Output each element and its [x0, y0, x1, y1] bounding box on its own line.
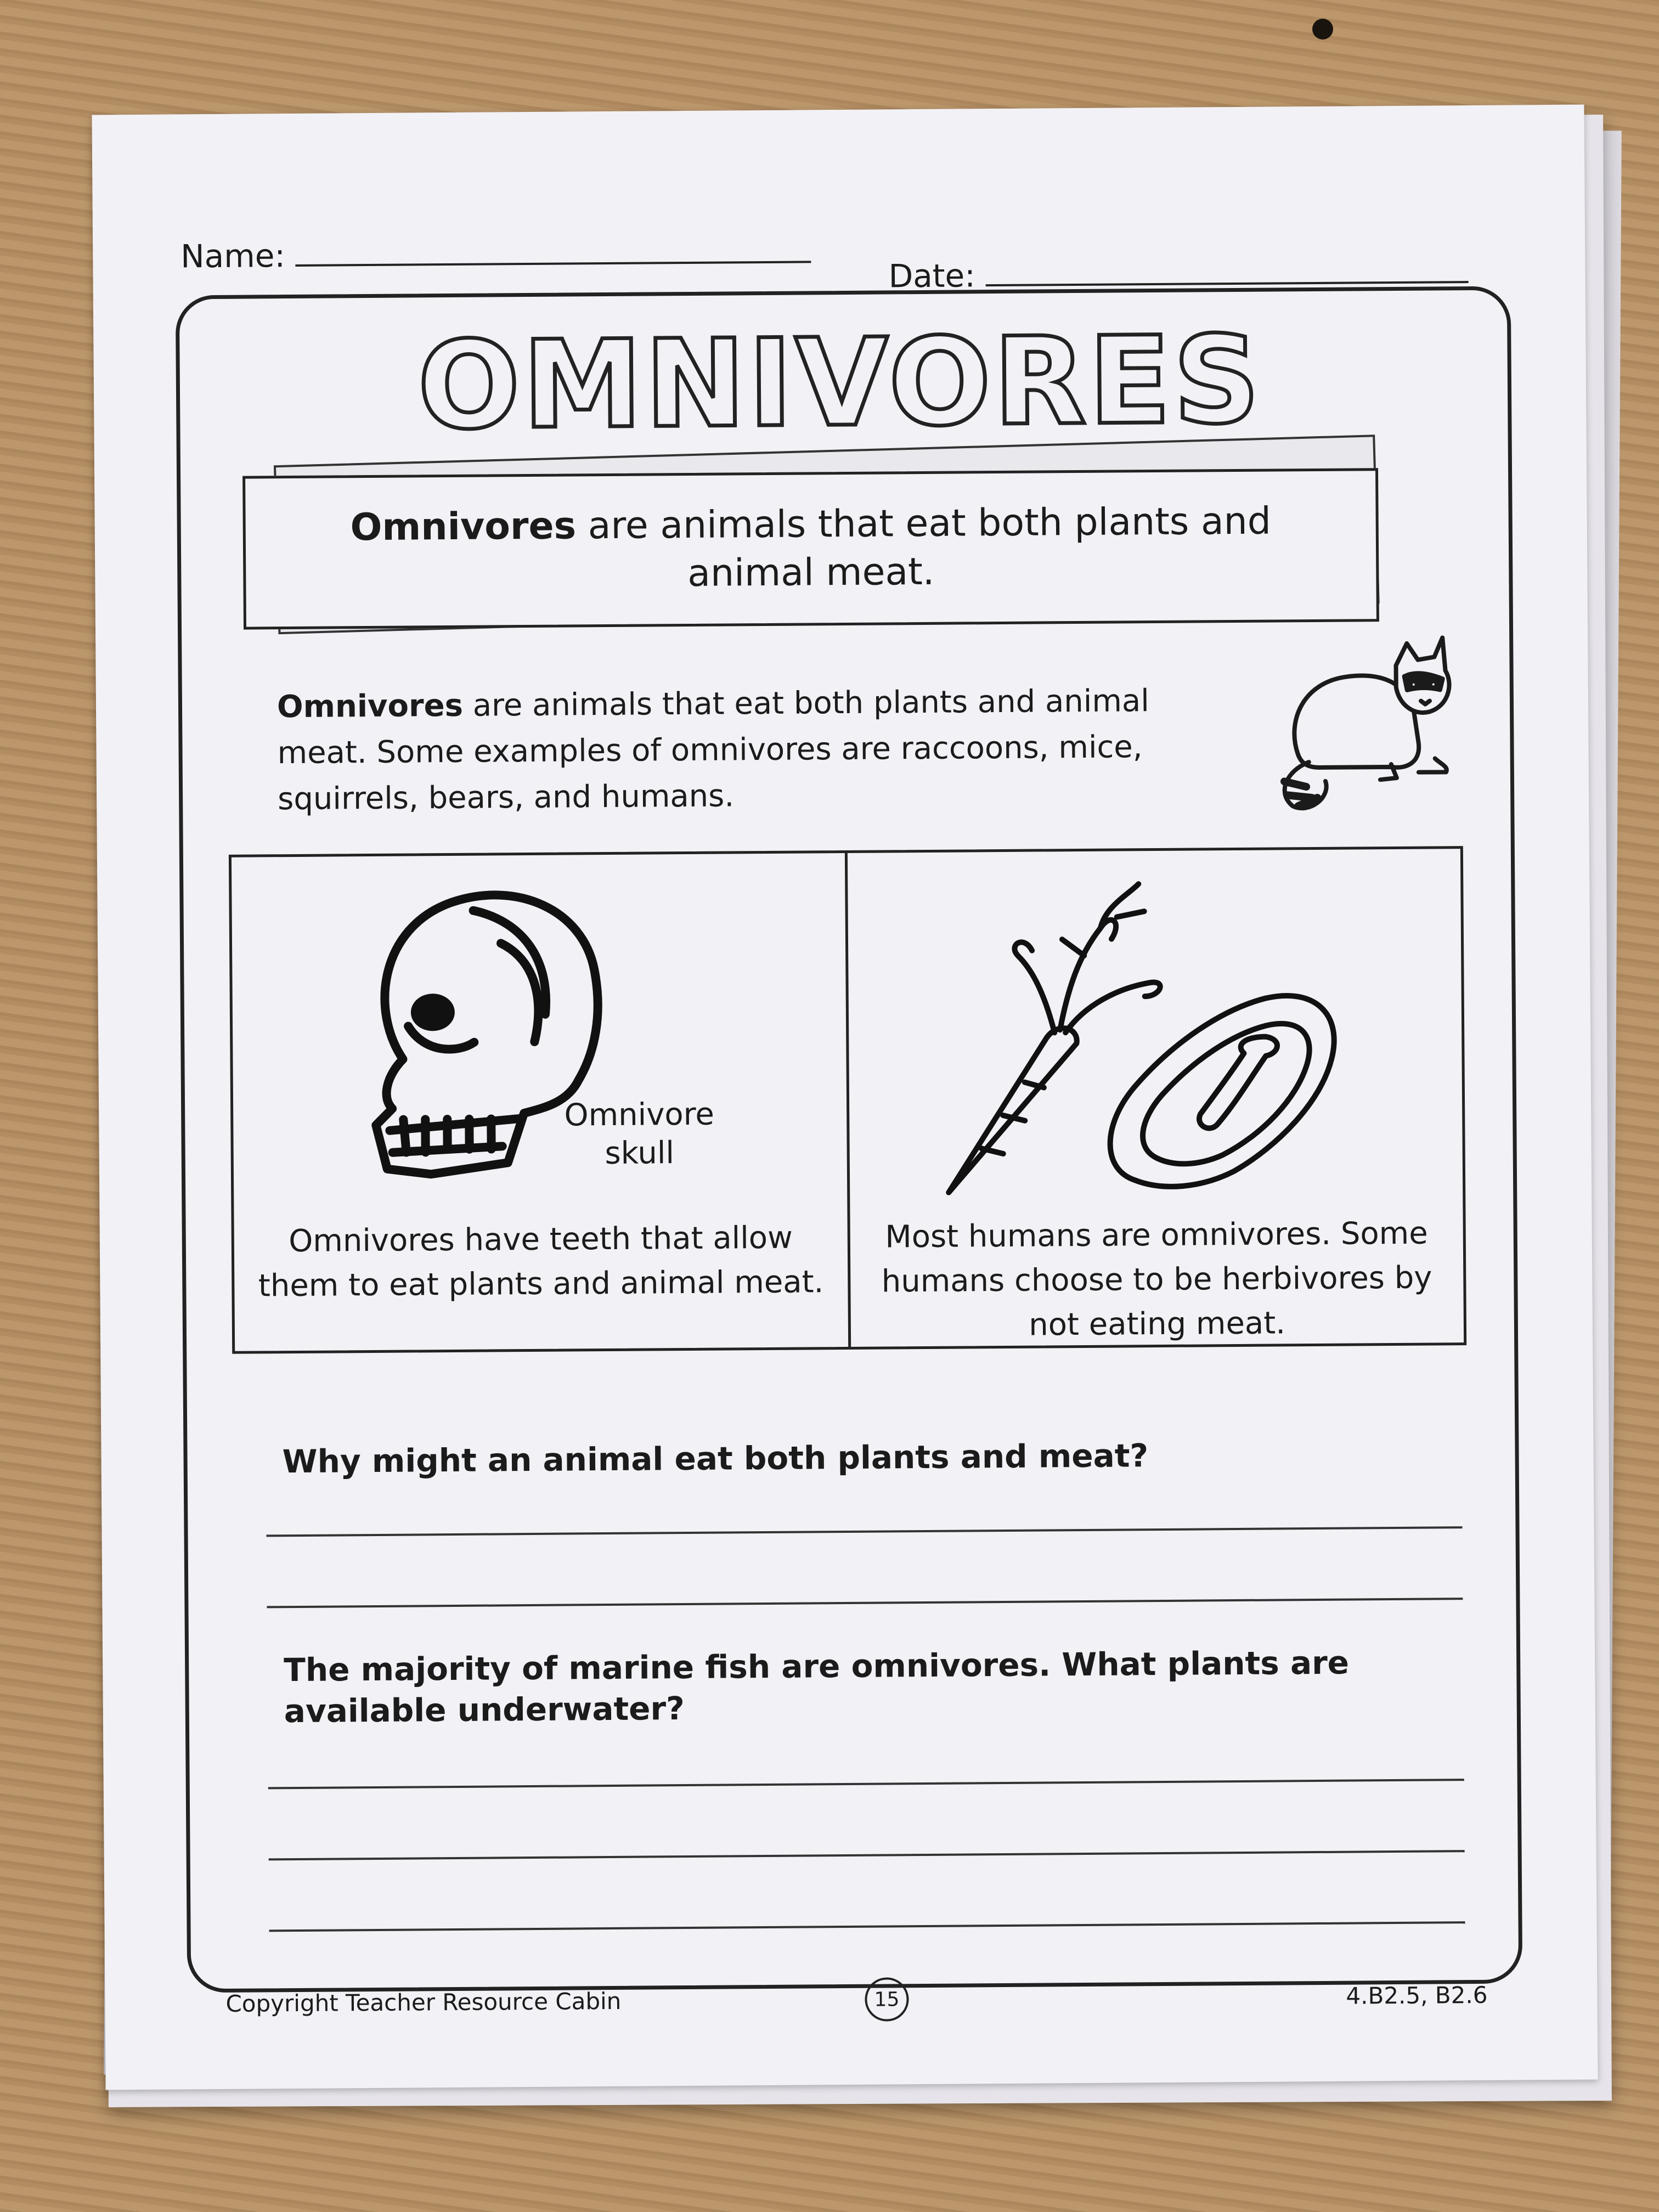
standard-code: 4.B2.5, B2.6 [1346, 1981, 1488, 2010]
definition-box [242, 468, 1379, 629]
date-blank[interactable] [985, 275, 1468, 286]
definition-text: are animals that eat both plants and animal meat. [575, 499, 1272, 595]
page-number: 15 [865, 1977, 909, 2022]
intro-term: Omnivores [276, 687, 464, 725]
name-blank[interactable] [295, 255, 811, 267]
question-1: Why might an animal eat both plants and meat? [282, 1437, 1149, 1481]
definition-term: Omnivores [350, 504, 577, 549]
page-title: OMNIVORES [417, 309, 1263, 456]
name-label: Name: [180, 237, 286, 275]
panel-food [847, 849, 1464, 1347]
panel-skull [232, 853, 851, 1351]
copyright-text: Copyright Teacher Resource Cabin [225, 1987, 622, 2017]
date-label: Date: [888, 257, 975, 295]
worksheet-page [92, 105, 1598, 2090]
left-caption: Omnivores have teeth that allow them to eat plants and animal meat. [258, 1220, 824, 1304]
raccoon-icon [1253, 632, 1463, 815]
steak-icon [1109, 995, 1335, 1187]
desk-hole [1312, 19, 1333, 40]
intro-paragraph [277, 678, 1244, 822]
question-2: The majority of marine fish are omnivores. What plants are available underwater? [284, 1644, 1350, 1730]
skull-label: Omnivore skull [564, 1096, 715, 1172]
name-field [180, 233, 811, 275]
right-caption: Most humans are omnivores. Some humans choose to be herbivores by not eating meat. [881, 1215, 1432, 1344]
carrot-steak-illustration [935, 871, 1387, 1204]
info-panels [229, 846, 1466, 1354]
intro-text: are animals that eat both plants and animal meat. Some examples of omnivores are raccoons, mice, squirrels, bears, and humans. [277, 683, 1149, 817]
